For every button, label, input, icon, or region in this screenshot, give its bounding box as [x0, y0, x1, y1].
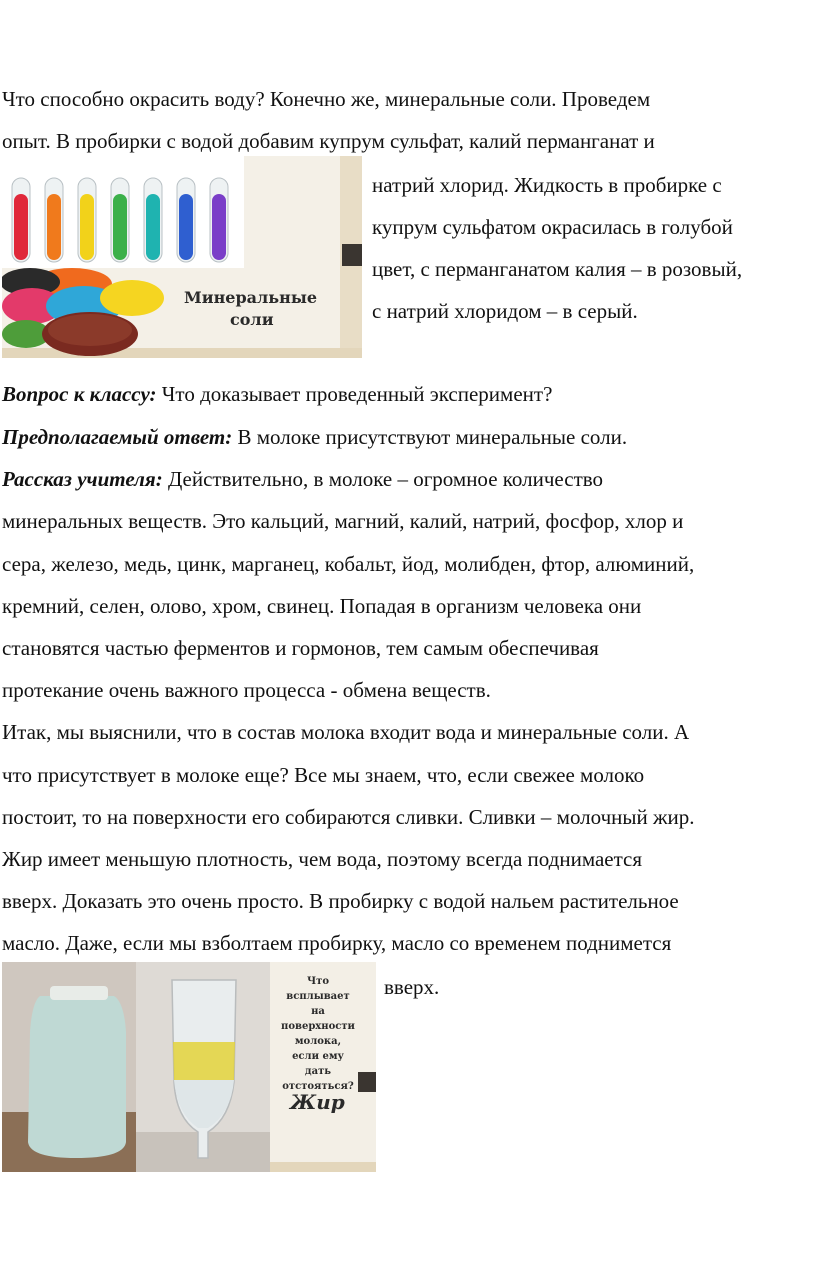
question-label: Вопрос к классу:	[2, 382, 157, 406]
tube-liquid	[80, 194, 94, 260]
text-line: протекание очень важного процесса - обмена веществ.	[2, 678, 491, 702]
answer-label: Предполагаемый ответ:	[2, 425, 233, 449]
text-line: постоит, то на поверхности его собираются сливки. Сливки – молочный жир.	[2, 805, 695, 829]
text-line: Жир имеет меньшую плотность, чем вода, поэтому всегда поднимается	[2, 847, 643, 871]
slide-question-line: молока,	[294, 1036, 342, 1047]
text-line: кремний, селен, олово, хром, свинец. Попадая в организм человека они	[2, 594, 642, 618]
slide-answer: Жир	[290, 1090, 345, 1114]
text-line: цвет, с перманганатом калия – в розовый,	[372, 257, 743, 281]
text-line: масло. Даже, если мы взболтаем пробирку, масло со временем поднимется	[2, 931, 672, 955]
story-text: Действительно, в молоке – огромное количество	[162, 467, 604, 491]
mineral-salts-illustration	[2, 156, 362, 358]
slide-question-line: если ему	[292, 1051, 344, 1062]
tube-liquid	[179, 194, 193, 260]
text-line: купрум сульфатом окрасилась в голубой	[372, 215, 733, 239]
slide-question-line: дать отстояться?	[282, 1066, 354, 1092]
text-line: вверх.	[384, 975, 440, 999]
slide-question-line: Что всплывает	[286, 976, 350, 1002]
text-line: натрий хлорид. Жидкость в пробирке с	[372, 173, 722, 197]
slide-caption-line1: Минеральные	[184, 288, 318, 307]
text-line: сера, железо, медь, цинк, марганец, кобальт, йод, молибден, фтор, алюминий,	[2, 552, 695, 576]
text-line: что присутствует в молоке еще? Все мы знаем, что, если свежее молоко	[2, 763, 645, 787]
slide-caption-line2: соли	[230, 310, 274, 329]
text-line: с натрий хлоридом – в серый.	[372, 299, 638, 323]
story-line	[2, 466, 603, 492]
tube-liquid	[113, 194, 127, 260]
story-label: Рассказ учителя:	[2, 467, 163, 491]
text-line: вверх. Доказать это очень просто. В пробирку с водой нальем растительное	[2, 889, 679, 913]
question-line	[2, 381, 552, 407]
slide-question	[278, 974, 358, 1094]
question-text: Что доказывает проведенный эксперимент?	[156, 382, 553, 406]
tube-liquid	[14, 194, 28, 260]
slide-question-line: на поверхности	[281, 1006, 355, 1032]
tube-liquid	[146, 194, 160, 260]
text-line: опыт. В пробирки с водой добавим купрум сульфат, калий перманганат и	[2, 129, 655, 153]
text-line: Что способно окрасить воду? Конечно же, минеральные соли. Проведем	[2, 87, 651, 111]
mineral-salts-figure	[2, 156, 362, 358]
answer-line	[2, 424, 627, 450]
tube-liquid	[212, 194, 226, 260]
text-line: минеральных веществ. Это кальций, магний, калий, натрий, фосфор, хлор и	[2, 509, 684, 533]
tube-liquid	[47, 194, 61, 260]
text-line: становятся частью ферментов и гормонов, тем самым обеспечивая	[2, 636, 599, 660]
fat-floats-figure	[2, 962, 376, 1172]
answer-text: В молоке присутствуют минеральные соли.	[232, 425, 628, 449]
text-line: Итак, мы выяснили, что в состав молока входит вода и минеральные соли. А	[2, 720, 690, 744]
